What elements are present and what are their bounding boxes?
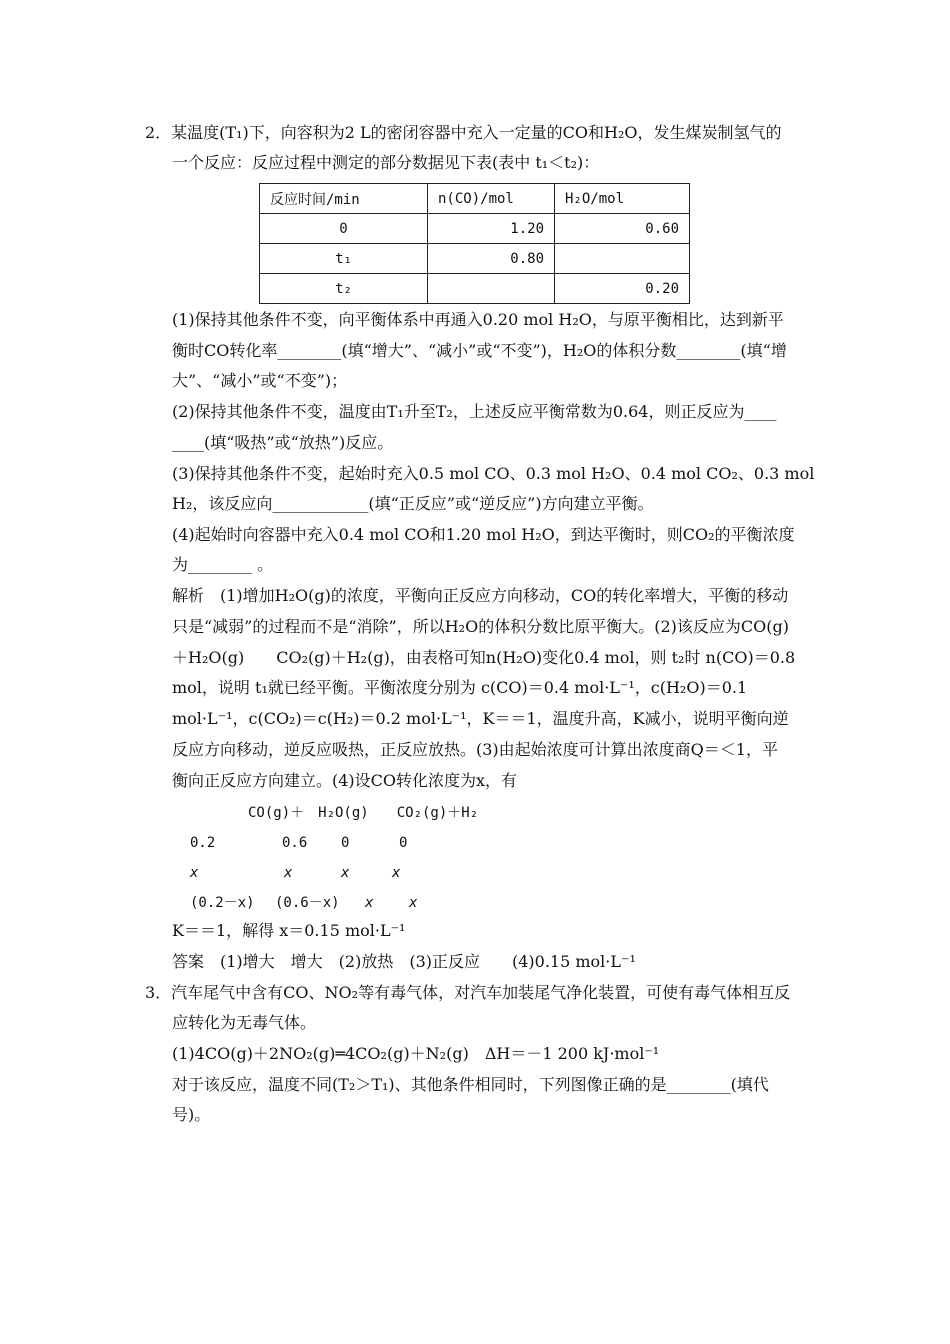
q2-part4-line1: (4)起始时向容器中充入0.4 mol CO和1.20 mol H₂O，到达平衡时，则CO₂的平衡浓度 [172,525,795,544]
equilibrium-value: x [365,895,374,911]
table-cell: 1.20 [428,214,555,244]
equilibrium-equation-header: CO(g)＋ H₂O(g) CO₂(g)＋H₂ [248,805,479,821]
equilibrium-value: (0.6－x) [275,895,340,911]
k-solution-line: K＝＝1，解得 x＝0.15 mol·L⁻¹ [172,921,406,940]
analysis-line7: 衡向正反应方向建立。(4)设CO转化浓度为x，有 [172,771,518,790]
initial-value: 0.6 [282,835,308,851]
table-header-row [260,184,690,214]
table-row [260,244,690,274]
table-row [260,274,690,304]
analysis-line4: mol，说明 t₁就已经平衡。平衡浓度分别为 c(CO)＝0.4 mol·L⁻¹，c(H₂O)＝0.1 [172,678,748,697]
table-cell: 0.20 [555,274,690,304]
initial-value: 0 [399,835,408,851]
table-cell: 0 [260,214,428,244]
analysis-line3: ＋H₂O(g) CO₂(g)＋H₂(g)，由表格可知n(H₂O)变化0.4 mol，则 t₂时 n(CO)＝0.8 [172,648,796,667]
initial-value: 0.2 [190,835,216,851]
initial-value: 0 [341,835,350,851]
equilibrium-value: (0.2－x) [190,895,255,911]
q2-part3-line2: H₂，该反应向____________(填“正反应”或“逆反应”)方向建立平衡。 [172,494,654,513]
table-header: H₂O/mol [555,184,690,214]
q2-part2-line1: (2)保持其他条件不变，温度由T₁升至T₂，上述反应平衡常数为0.64，则正反应为____ [172,402,777,421]
q2-part4-line2: 为________ 。 [172,555,274,574]
analysis-line6: 反应方向移动，逆反应吸热，正反应放热。(3)由起始浓度可计算出浓度商Q＝＜1，平 [172,740,778,759]
table-header: 反应时间/min [260,184,428,214]
q2-stem-line1: 2．某温度(T₁)下，向容积为2 L的密闭容器中充入一定量的CO和H₂O，发生煤炭制氢气的 [145,123,782,142]
table-cell: t₁ [260,244,428,274]
equilibrium-value: x [409,895,418,911]
change-value: x [190,865,199,881]
table-cell [428,274,555,304]
table-cell [555,244,690,274]
analysis-line5: mol·L⁻¹，c(CO₂)＝c(H₂)＝0.2 mol·L⁻¹，K＝＝1，温度升高，K减小，说明平衡向逆 [172,709,789,728]
q2-part1-line1: (1)保持其他条件不变，向平衡体系中再通入0.20 mol H₂O，与原平衡相比，达到新平 [172,310,784,329]
q3-question-line2: 号)。 [172,1105,211,1124]
change-value: x [341,865,350,881]
q3-reaction-equation: (1)4CO(g)＋2NO₂(g)═4CO₂(g)＋N₂(g) ΔH＝－1 200 kJ·mol⁻¹ [172,1044,660,1063]
q3-question-line1: 对于该反应，温度不同(T₂＞T₁)、其他条件相同时，下列图像正确的是________(填代 [172,1075,769,1094]
q3-stem-line2: 应转化为无毒气体。 [172,1013,317,1032]
answer-line: 答案 (1)增大 增大 (2)放热 (3)正反应 (4)0.15 mol·L⁻¹ [172,952,636,971]
q2-part3-line1: (3)保持其他条件不变，起始时充入0.5 mol CO、0.3 mol H₂O、0.4 mol CO₂、0.3 mol [172,464,815,483]
table-header: n(CO)/mol [428,184,555,214]
change-value: x [284,865,293,881]
analysis-line2: 只是“减弱”的过程而不是“消除”，所以H₂O的体积分数比原平衡大。(2)该反应为CO(g) [172,617,789,636]
q2-stem-line2: 一个反应：反应过程中测定的部分数据见下表(表中 t₁＜t₂)： [172,153,600,172]
q3-stem-line1: 3．汽车尾气中含有CO、NO₂等有毒气体，对汽车加装尾气净化装置，可使有毒气体相互反 [145,983,791,1002]
change-value: x [392,865,401,881]
table-cell: 0.60 [555,214,690,244]
table-cell: t₂ [260,274,428,304]
q2-part1-line3: 大”、“减小”或“不变”)； [172,371,348,390]
table-row [260,214,690,244]
q2-part2-line2: ____(填“吸热”或“放热”)反应。 [172,433,394,452]
analysis-line1: 解析 (1)增加H₂O(g)的浓度，平衡向正反应方向移动，CO的转化率增大，平衡的移动 [172,586,789,605]
q2-part1-line2: 衡时CO转化率________(填“增大”、“减小”或“不变”)，H₂O的体积分数________(填“增 [172,341,787,360]
data-table [259,183,690,304]
table-cell: 0.80 [428,244,555,274]
